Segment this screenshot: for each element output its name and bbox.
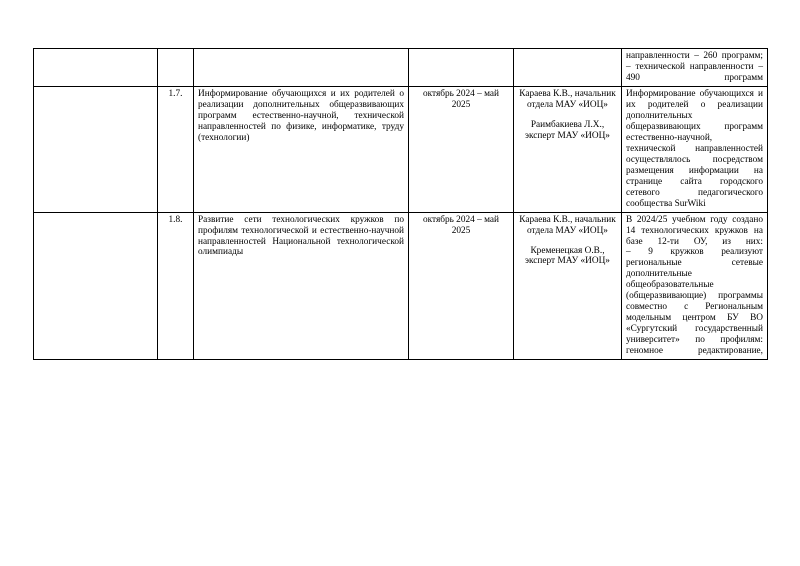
cell-number: 1.8. [158, 212, 194, 360]
cell-responsible: Караева К.В., начальник отдела МАУ «ИОЦ» Раимбакиева Л.Х., эксперт МАУ «ИОЦ» [514, 86, 622, 212]
cell-number: 1.7. [158, 86, 194, 212]
cell-result: направленности – 260 программ; – технической направленности – 490 программ [622, 49, 768, 87]
cell-action [194, 49, 409, 87]
cell-result: В 2024/25 учебном году создано 14 технологических кружков на базе 12-ти ОУ, из них: – 9 кружков реализуют региональные сетевые дополнительные общеобразовательные (общеразвивающие) программы совместно с Региональным модельным центром БУ ВО «Сургутский государственный университет» по профилям: геномное редактирование, [622, 212, 768, 360]
cell-result: Информирование обучающихся и их родителей о реализации дополнительных общеразвивающих программ естественно-научной, технической направленностей осуществлялось посредством размещения информации на странице сайта городского сетевого педагогического сообщества SurWiki [622, 86, 768, 212]
table-row [34, 49, 768, 87]
cell-responsible: Караева К.В., начальник отдела МАУ «ИОЦ» Кременецкая О.В., эксперт МАУ «ИОЦ» [514, 212, 622, 360]
table-row [34, 86, 768, 212]
spacer [518, 111, 617, 120]
cell-date: октябрь 2024 – май 2025 [409, 86, 514, 212]
cell-empty [34, 86, 158, 212]
cell-action: Развитие сети технологических кружков по профилям технологической и естественно-научной направленностей Национальной технологической олимпиады [194, 212, 409, 360]
cell-empty [34, 212, 158, 360]
cell-date: октябрь 2024 – май 2025 [409, 212, 514, 360]
cell-action: Информирование обучающихся и их родителей о реализации дополнительных общеразвивающих программ естественно-научной, технической направленностей по физике, информатике, труду (технологии) [194, 86, 409, 212]
cell-empty [34, 49, 158, 87]
spacer [518, 237, 617, 246]
table-row [34, 212, 768, 360]
cell-date [409, 49, 514, 87]
cell-number [158, 49, 194, 87]
cell-responsible [514, 49, 622, 87]
plan-table [33, 48, 768, 360]
